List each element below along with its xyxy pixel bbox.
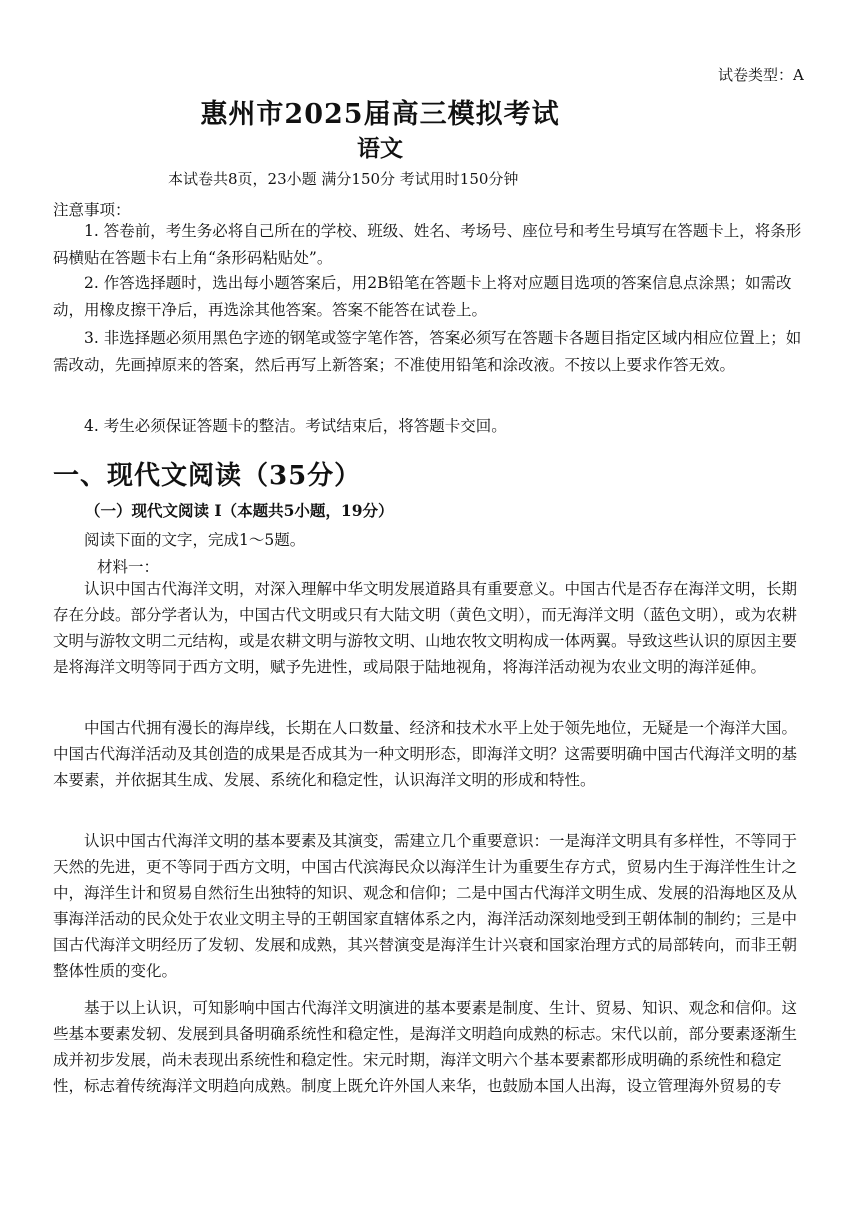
notice-item-3: 3. 非选择题必须用黑色字迹的钢笔或签字笔作答，答案必须写在答题卡各题目指定区域内相应位置上；如需改动，先画掉原来的答案，然后再写上新答案；不准使用铅笔和涂改液。不按以上要求作答无效。 xyxy=(53,329,802,374)
notice-heading: 注意事项： xyxy=(53,201,131,219)
reading-instruction: 阅读下面的文字，完成1～5题。 xyxy=(84,531,306,549)
exam-meta: 本试卷共8页，23小题 满分150分 考试用时150分钟 xyxy=(168,170,519,188)
paper-type-label: 试卷类型：A xyxy=(718,66,804,84)
notice-item-4: 4. 考生必须保证答题卡的整洁。考试结束后，将答题卡交回。 xyxy=(84,417,507,435)
subject-title: 语文 xyxy=(357,135,403,162)
passage-paragraph-2: 中国古代拥有漫长的海岸线，长期在人口数量、经济和技术水平上处于领先地位，无疑是一个海洋大国。中国古代海洋活动及其创造的成果是否成其为一种文明形态，即海洋文明？这需要明确中国古代海洋文明的基本要素，并依据其生成、发展、系统化和稳定性，认识海洋文明的形成和特性。 xyxy=(53,719,798,789)
exam-title: 惠州市2025届高三模拟考试 xyxy=(200,99,560,130)
material-label: 材料一： xyxy=(97,558,160,576)
passage-paragraph-4: 基于以上认识，可知影响中国古代海洋文明演进的基本要素是制度、生计、贸易、知识、观念和信仰。这些基本要素发轫、发展到具备明确系统性和稳定性，是海洋文明趋向成熟的标志。宋代以前，部分要素逐渐生成并初步发展，尚未表现出系统性和稳定性。宋元时期，海洋文明六个基本要素都形成明确的系统性和稳定性，标志着传统海洋文明趋向成熟。制度上既允许外国人来华，也鼓励本国人出海，设立管理海外贸易的专 xyxy=(53,999,798,1095)
subsection-heading: （一）现代文阅读 I（本题共5小题，19分） xyxy=(85,501,394,520)
passage-paragraph-1: 认识中国古代海洋文明，对深入理解中华文明发展道路具有重要意义。中国古代是否存在海洋文明，长期存在分歧。部分学者认为，中国古代文明或只有大陆文明（黄色文明），而无海洋文明（蓝色文明），或为农耕文明与游牧文明二元结构，或是农耕文明与游牧文明、山地农牧文明构成一体两翼。导致这些认识的原因主要是将海洋文明等同于西方文明，赋予先进性，或局限于陆地视角，将海洋活动视为农业文明的海洋延伸。 xyxy=(53,580,798,676)
notice-item-2: 2. 作答选择题时，选出每小题答案后，用2B铅笔在答题卡上将对应题目选项的答案信息点涂黑；如需改动，用橡皮擦干净后，再选涂其他答案。答案不能答在试卷上。 xyxy=(53,274,792,319)
section-heading: 一、现代文阅读（35分） xyxy=(53,461,362,491)
notice-item-1: 1. 答卷前，考生务必将自己所在的学校、班级、姓名、考场号、座位号和考生号填写在答题卡上，将条形码横贴在答题卡右上角“条形码粘贴处”。 xyxy=(53,222,802,267)
passage-paragraph-3: 认识中国古代海洋文明的基本要素及其演变，需建立几个重要意识：一是海洋文明具有多样性，不等同于天然的先进，更不等同于西方文明，中国古代滨海民众以海洋生计为重要生存方式，贸易内生于海洋性生计之中，海洋生计和贸易自然衍生出独特的知识、观念和信仰；二是中国古代海洋文明生成、发展的沿海地区及从事海洋活动的民众处于农业文明主导的王朝国家直辖体系之内，海洋活动深刻地受到王朝体制的制约；三是中国古代海洋文明经历了发轫、发展和成熟，其兴替演变是海洋生计兴衰和国家治理方式的局部转向，而非王朝整体性质的变化。 xyxy=(53,832,798,980)
